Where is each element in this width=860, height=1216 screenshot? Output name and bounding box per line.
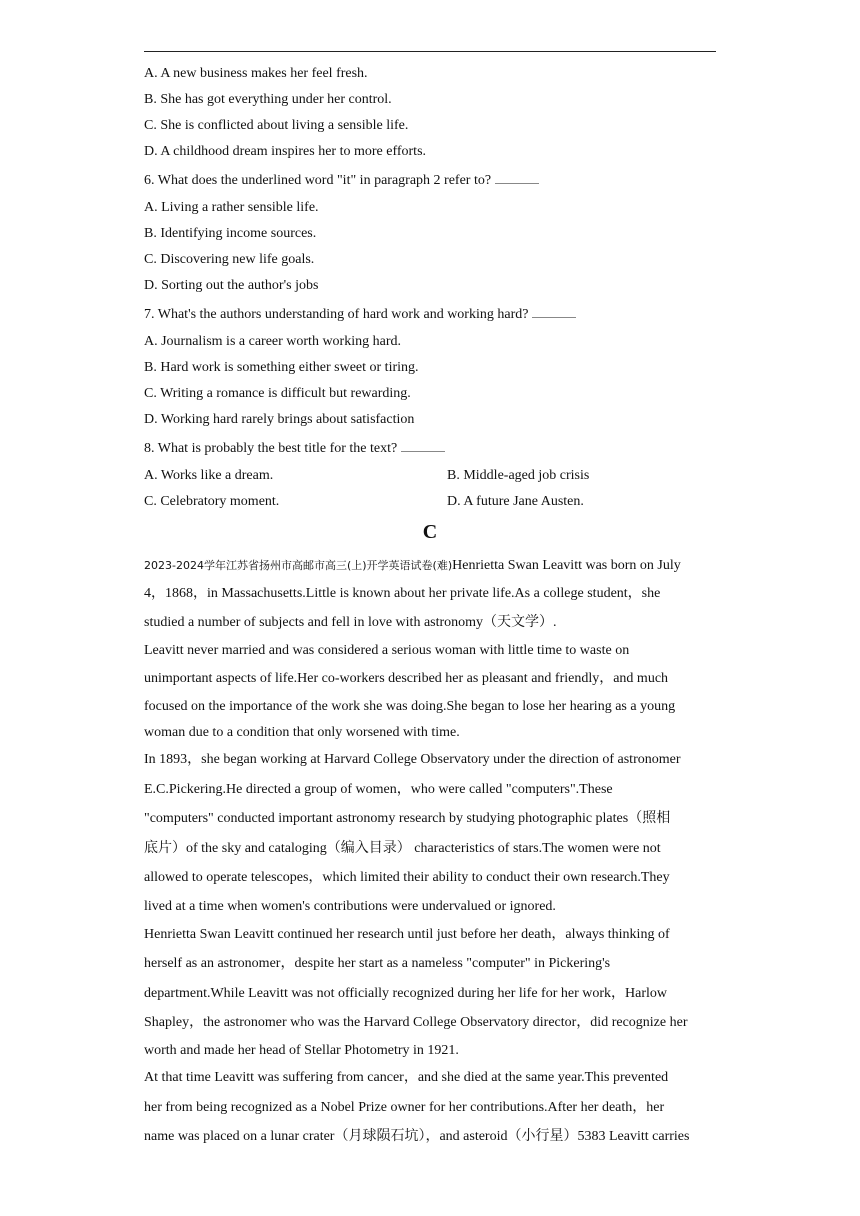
passage-line: Shapley，the astronomer who was the Harvard College Observatory director，did recognize her <box>144 1015 688 1030</box>
passage-line: focused on the importance of the work she was doing.She began to lose her hearing as a young <box>144 699 676 714</box>
passage-line: At that time Leavitt was suffering from cancer，and she died at the same year.This prevented <box>144 1070 669 1085</box>
passage-line: Leavitt never married and was considered a serious woman with little time to waste on <box>144 643 630 658</box>
passage-line <box>144 557 716 575</box>
passage-line: lived at a time when women's contributions were undervalued or ignored. <box>144 899 556 914</box>
q7-option-b: B. Hard work is something either sweet or tiring. <box>144 360 419 375</box>
passage-line: studied a number of subjects and fell in love with astronomy（天文学）. <box>144 615 557 630</box>
passage-line: "computers" conducted important astronomy research by studying photographic plates（照相 <box>144 811 671 826</box>
passage-line: unimportant aspects of life.Her co-workers described her as pleasant and friendly，and much <box>144 671 669 686</box>
q7-question <box>144 305 576 324</box>
q6-option-c: C. Discovering new life goals. <box>144 252 315 267</box>
answer-blank <box>495 171 539 184</box>
passage-line: Henrietta Swan Leavitt continued her research until just before her death，always thinking of <box>144 927 670 942</box>
q7-option-a: A. Journalism is a career worth working hard. <box>144 334 401 349</box>
q8-question-text: 8. What is probably the best title for the text? <box>144 441 398 456</box>
passage-line: E.C.Pickering.He directed a group of women，who were called "computers".These <box>144 782 613 797</box>
passage-line: 4，1868，in Massachusetts.Little is known about her private life.As a college student，she <box>144 586 661 601</box>
passage-line: woman due to a condition that only worsened with time. <box>144 725 460 740</box>
q7-question-text: 7. What's the authors understanding of hard work and working hard? <box>144 307 529 322</box>
passage-line: allowed to operate telescopes，which limited their ability to conduct their own research.They <box>144 870 670 885</box>
q6-question <box>144 171 539 190</box>
passage-line: her from being recognized as a Nobel Prize owner for her contributions.After her death，her <box>144 1100 665 1115</box>
passage-line: In 1893，she began working at Harvard College Observatory under the direction of astronomer <box>144 752 681 767</box>
q8-option-a: A. Works like a dream. <box>144 468 274 483</box>
q5-option-a: A. A new business makes her feel fresh. <box>144 66 368 81</box>
q5-option-d: D. A childhood dream inspires her to more efforts. <box>144 144 427 159</box>
q7-option-c: C. Writing a romance is difficult but rewarding. <box>144 386 411 401</box>
source-tag: 2023-2024学年江苏省扬州市高邮市高三(上)开学英语试卷(难) <box>144 559 453 572</box>
q5-option-c: C. She is conflicted about living a sensible life. <box>144 118 409 133</box>
q8-option-d: D. A future Jane Austen. <box>447 494 584 509</box>
q8-option-c: C. Celebratory moment. <box>144 494 280 509</box>
q6-option-d: D. Sorting out the author's jobs <box>144 278 319 293</box>
passage-line-text: Henrietta Swan Leavitt was born on July <box>452 558 681 573</box>
passage-line: worth and made her head of Stellar Photometry in 1921. <box>144 1043 459 1058</box>
header-rule <box>144 51 716 52</box>
q8-question <box>144 439 445 458</box>
passage-line: name was placed on a lunar crater（月球陨石坑），and asteroid（小行星）5383 Leavitt carries <box>144 1129 690 1144</box>
passage-line: 底片）of the sky and cataloging（编入目录） characteristics of stars.The women were not <box>144 841 661 856</box>
section-heading: C <box>422 521 438 543</box>
passage-line: herself as an astronomer，despite her start as a nameless "computer" in Pickering's <box>144 956 611 971</box>
answer-blank <box>401 439 445 452</box>
passage-line: department.While Leavitt was not officially recognized during her life for her work，Harlow <box>144 986 667 1001</box>
q6-option-a: A. Living a rather sensible life. <box>144 200 319 215</box>
q8-option-b: B. Middle-aged job crisis <box>447 468 590 483</box>
answer-blank <box>532 305 576 318</box>
q7-option-d: D. Working hard rarely brings about satisfaction <box>144 412 415 427</box>
q5-option-b: B. She has got everything under her control. <box>144 92 392 107</box>
q6-option-b: B. Identifying income sources. <box>144 226 317 241</box>
q6-question-text: 6. What does the underlined word "it" in paragraph 2 refer to? <box>144 173 492 188</box>
